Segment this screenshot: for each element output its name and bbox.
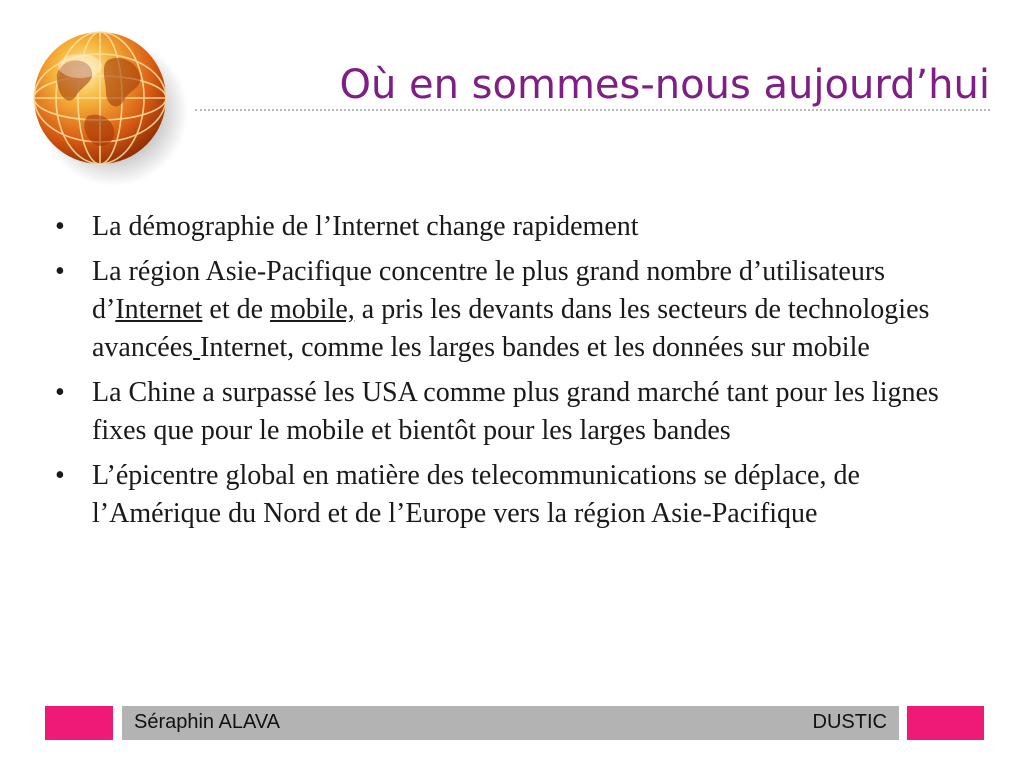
slide-title: Où en sommes-nous aujourd’hui [339, 62, 990, 108]
mobile-link[interactable]: mobile, [270, 294, 355, 325]
bullet-text: L’épicentre global en matière des telecommunications se déplace, de l’Amérique du Nord et de l’Europe vers la région Asie-Pacifique [92, 460, 860, 529]
footer-organization: DUSTIC [812, 711, 887, 733]
internet-link[interactable]: Internet [115, 294, 203, 325]
bullet-list [55, 208, 985, 540]
list-item [55, 457, 985, 533]
list-item [55, 208, 985, 246]
bullet-dot: • [55, 256, 65, 287]
internet-link-space[interactable] [193, 332, 200, 363]
bullet-text: La Chine a surpassé les USA comme plus grand marché tant pour les lignes fixes que pour le mobile et bientôt pour les larges bandes [92, 377, 939, 446]
footer-author: Séraphin ALAVA [134, 711, 281, 733]
bullet-text: et de [202, 294, 271, 325]
bullet-dot: • [55, 460, 65, 491]
list-item [55, 253, 985, 367]
list-item [55, 374, 985, 450]
globe-icon [20, 20, 190, 190]
bullet-text: Internet, comme les larges bandes et les données sur mobile [200, 332, 870, 363]
bullet-dot: • [55, 377, 65, 408]
title-divider [195, 109, 990, 111]
bullet-text: a pris les devants dans les secteurs de technologies avancées [92, 294, 930, 363]
footer-accent-right [907, 706, 984, 740]
bullet-dot: • [55, 211, 65, 242]
bullet-text: La région Asie-Pacifique concentre le plus grand nombre d’utilisateurs d’ [92, 256, 886, 325]
bullet-text: La démographie de l’Internet change rapidement [92, 211, 639, 242]
footer-bar [122, 706, 899, 740]
footer-accent-left [45, 706, 113, 740]
